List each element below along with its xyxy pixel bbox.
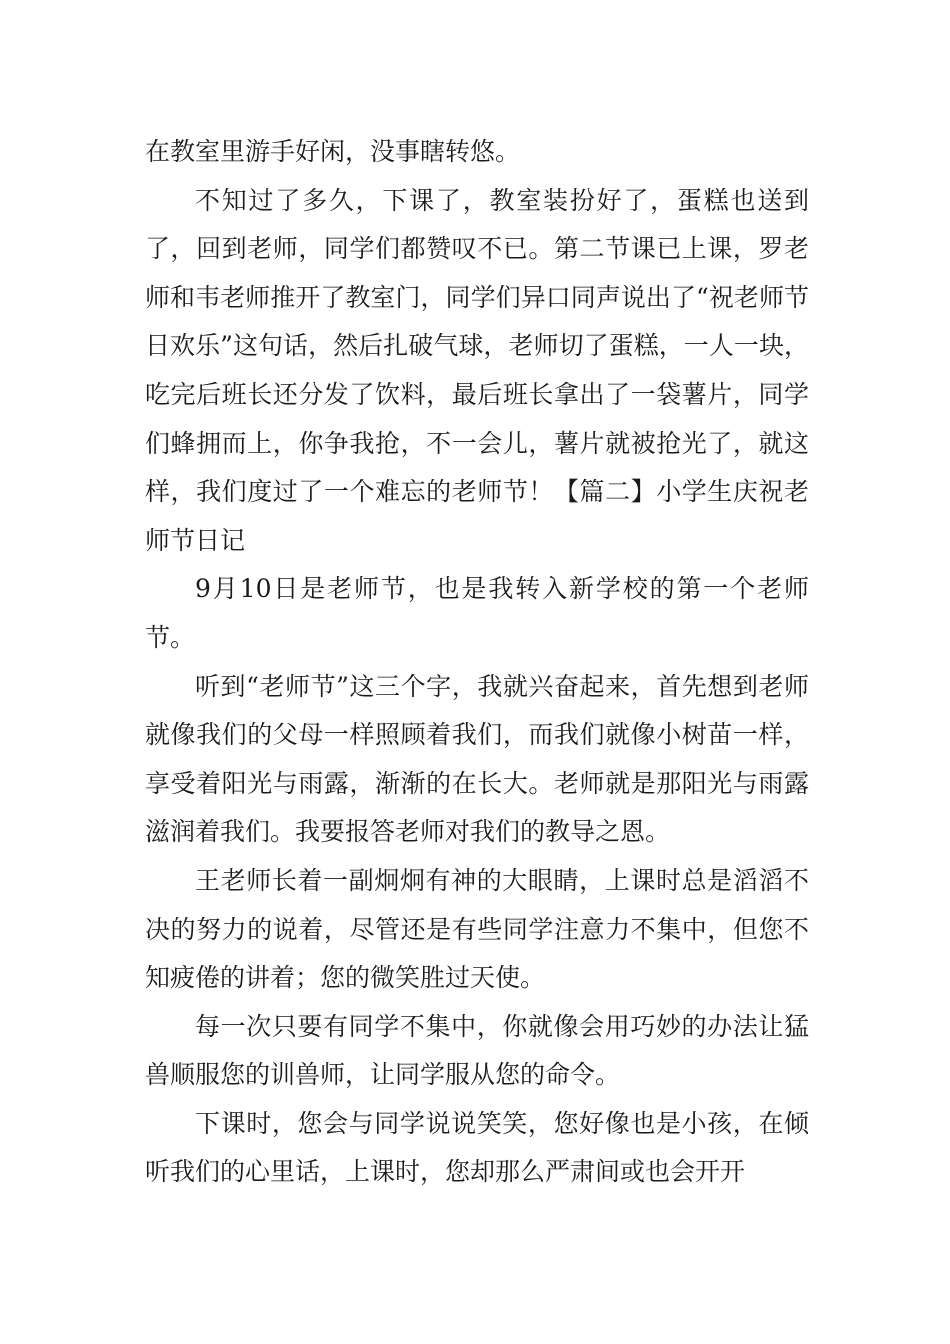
paragraph-7: 下课时，您会与同学说说笑笑，您好像也是小孩，在倾听我们的心里话，上课时，您却那么严肃间或也会开开: [145, 1108, 809, 1187]
paragraph-4: 听到“老师节”这三个字，我就兴奋起来，首先想到老师就像我们的父母一样照顾着我们，而我们就像小树苗一样，享受着阳光与雨露，渐渐的在长大。老师就是那阳光与雨露滋润着我们。我要报答老师对我们的教导之恩。: [145, 671, 809, 847]
paragraph-2: 不知过了多久，下课了，教室装扮好了，蛋糕也送到了，回到老师，同学们都赞叹不已。第二节课已上课，罗老师和韦老师推开了教室门，同学们异口同声说出了“祝老师节日欢乐”这句话，然后扎破气球，老师切了蛋糕，一人一块，吃完后班长还分发了饮料，最后班长拿出了一袋薯片，同学们蜂拥而上，你争我抢，不一会儿，薯片就被抢光了，就这样，我们度过了一个难忘的老师节！【篇二】小学生庆祝老师节日记: [145, 185, 809, 555]
paragraph-5: 王老师长着一副炯炯有神的大眼睛，上课时总是滔滔不决的努力的说着，尽管还是有些同学注意力不集中，但您不知疲倦的讲着；您的微笑胜过天使。: [145, 865, 809, 993]
paragraph-1: 在教室里游手好闲，没事瞎转悠。: [145, 137, 521, 166]
paragraph-3: 9月10日是老师节，也是我转入新学校的第一个老师节。: [145, 574, 809, 652]
document-body: [145, 128, 809, 1197]
paragraph-6: 每一次只要有同学不集中，你就像会用巧妙的办法让猛兽顺服您的训兽师，让同学服从您的命令。: [145, 1011, 809, 1090]
